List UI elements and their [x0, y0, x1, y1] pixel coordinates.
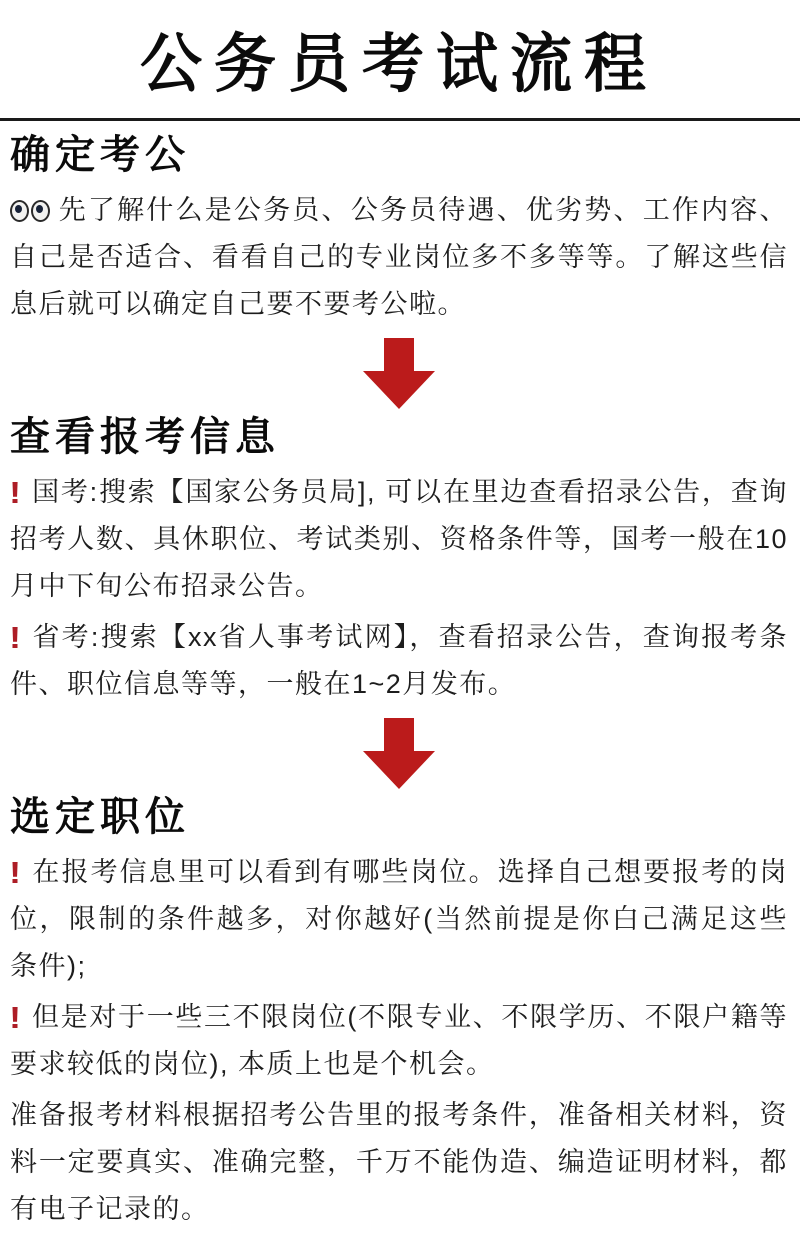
- paragraph-text: 在报考信息里可以看到有哪些岗位。选择自己想要报考的岗位，限制的条件越多，对你越好(当然前提是你白己满足这些条件);: [10, 856, 788, 981]
- paragraph: [10, 849, 788, 990]
- section-confirm-exam: [10, 131, 788, 328]
- paragraph-text: 先了解什么是公务员、公务员待遇、优劣势、工作内容、自己是否适合、看看自己的专业岗位多不多等等。了解这些信息后就可以确定自己要不要考公啦。: [10, 194, 788, 319]
- paragraph-text: 准备报考材料根据招考公告里的报考条件，准备相关材料，资料一定要真实、准确完整，千万不能伪造、编造证明材料，都有电子记录的。: [10, 1099, 788, 1224]
- exclamation-icon: !: [9, 619, 23, 655]
- page-title: 公务员考试流程: [139, 28, 658, 101]
- section-heading: 确定考公: [10, 132, 190, 177]
- paragraph-text: 省考:搜索【xx省人事考试网】，查看招录公告，查询报考条件、职位信息等等，一般在1~2月发布。: [10, 621, 788, 699]
- down-arrow-icon: [363, 338, 435, 409]
- paragraph: [10, 187, 788, 328]
- down-arrow-icon: [363, 718, 435, 789]
- section-choose-position: [10, 793, 788, 1233]
- exclamation-icon: !: [9, 999, 23, 1035]
- paragraph-text: 国考:搜索【国家公务员局], 可以在里边查看招录公告，查询招考人数、具休职位、考试类别、资格条件等，国考一般在10月中下旬公布招录公告。: [10, 476, 788, 601]
- paragraph: [10, 1092, 788, 1233]
- eyes-icon: [10, 200, 50, 222]
- section-check-info: [10, 413, 788, 708]
- section-heading: 查看报考信息: [10, 414, 280, 459]
- exclamation-icon: !: [9, 474, 23, 510]
- title-divider: [0, 118, 800, 121]
- section-heading: 选定职位: [10, 794, 190, 839]
- exclamation-icon: !: [9, 854, 23, 890]
- paragraph-text: 但是对于一些三不限岗位(不限专业、不限学历、不限户籍等要求较低的岗位), 本质上也是个机会。: [10, 1001, 788, 1079]
- paragraph: [10, 614, 788, 708]
- paragraph: [10, 994, 788, 1088]
- paragraph: [10, 469, 788, 610]
